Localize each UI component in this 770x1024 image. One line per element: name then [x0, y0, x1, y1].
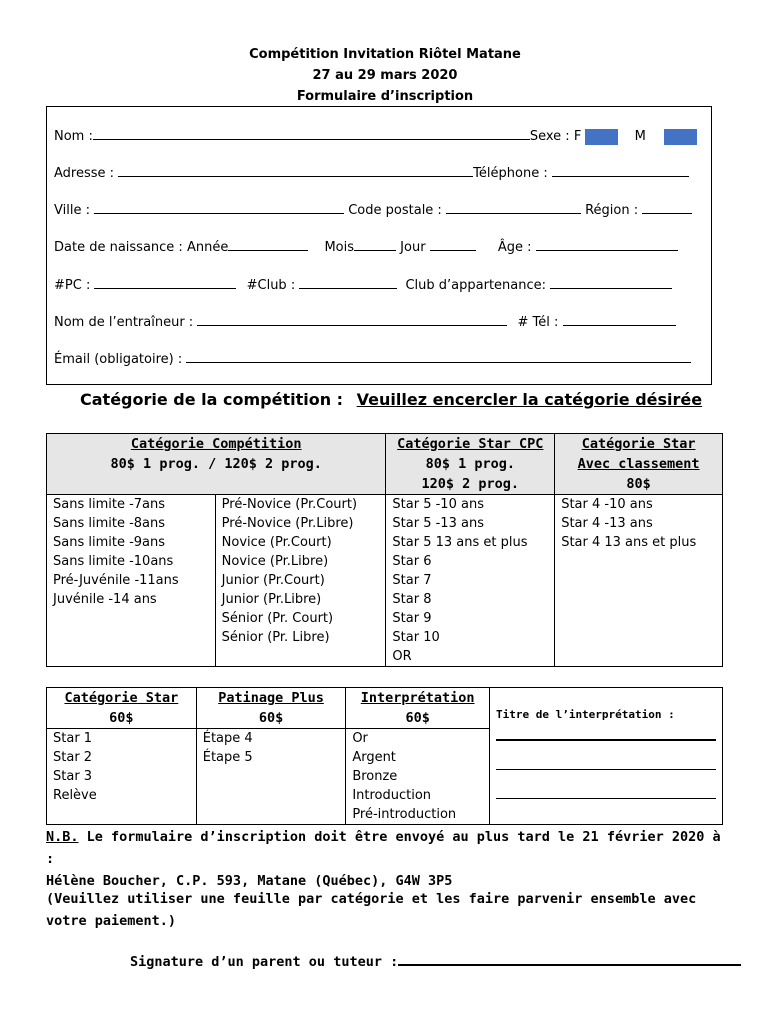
category-option[interactable]: Sénior (Pr. Libre): [221, 630, 330, 645]
category-option[interactable]: Juvénile -14 ans: [53, 592, 157, 607]
star-price: 60$: [109, 710, 134, 726]
row-club: [54, 276, 672, 293]
sexe-m-checkbox[interactable]: [664, 129, 697, 145]
sexe-f-checkbox[interactable]: [585, 129, 618, 145]
club-label: #Club :: [246, 278, 296, 293]
category-option[interactable]: Sans limite -9ans: [53, 535, 166, 550]
category-option[interactable]: Bronze: [352, 769, 398, 784]
pc-label: #PC :: [54, 278, 91, 293]
email-field[interactable]: [186, 350, 691, 363]
club-appartenance-field[interactable]: [550, 276, 672, 289]
titre-interpretation-label: Titre de l’interprétation :: [495, 708, 675, 721]
interpretation-header: [346, 688, 490, 729]
category-option[interactable]: Pré-Novice (Pr.Libre): [221, 516, 354, 531]
col-star-classement: [555, 495, 723, 667]
signature-label: Signature d’un parent ou tuteur :: [130, 954, 399, 970]
category-option[interactable]: Junior (Pr.Libre): [221, 592, 322, 607]
mois-label: Mois: [324, 240, 355, 255]
mailing-address: Hélène Boucher, C.P. 593, Matane (Québec), G4W 3P5: [46, 873, 453, 889]
col-star-cpc: [386, 495, 555, 667]
star-cpc-header: [386, 434, 555, 495]
col-competition-b: [215, 495, 386, 667]
category-option[interactable]: Star 7: [392, 573, 432, 588]
category-option[interactable]: Pré-Juvénile -11ans: [53, 573, 179, 588]
category-option[interactable]: Étape 4: [202, 731, 253, 746]
row-naissance: [54, 238, 678, 255]
region-label: Région :: [585, 203, 639, 218]
ville-field[interactable]: [94, 201, 344, 214]
code-postal-label: Code postale :: [348, 203, 442, 218]
category-instruction: Veuillez encercler la catégorie désirée: [356, 390, 703, 409]
star-classement-title1: Catégorie Star: [581, 436, 696, 452]
category-option[interactable]: Star 3: [53, 769, 93, 784]
region-field[interactable]: [642, 201, 692, 214]
star-classement-price: 80$: [626, 476, 651, 492]
category-option[interactable]: Sénior (Pr. Court): [221, 611, 334, 626]
form-title: Compétition Invitation Riôtel Matane: [249, 47, 521, 62]
star-classement-header: [555, 434, 723, 495]
star-cpc-price1: 80$ 1 prog.: [425, 456, 515, 472]
col-star: [47, 729, 197, 825]
mois-field[interactable]: [354, 238, 396, 251]
category-option[interactable]: Introduction: [352, 788, 432, 803]
category-option[interactable]: Novice (Pr.Court): [221, 535, 332, 550]
category-option[interactable]: Star 9: [392, 611, 432, 626]
interpretation-price: 60$: [405, 710, 430, 726]
competition-price: 80$ 1 prog. / 120$ 2 prog.: [110, 456, 322, 472]
category-option[interactable]: Star 5 -10 ans: [392, 497, 484, 512]
category-option[interactable]: Star 4 -13 ans: [561, 516, 653, 531]
jour-field[interactable]: [430, 238, 476, 251]
jour-label: Jour: [400, 240, 426, 255]
star-cpc-title: Catégorie Star CPC: [397, 436, 544, 452]
age-field[interactable]: [536, 238, 678, 251]
signature-field[interactable]: [398, 950, 741, 966]
annee-field[interactable]: [228, 238, 308, 251]
category-option[interactable]: Star 5 -13 ans: [392, 516, 484, 531]
interpretation-title: Interprétation: [360, 690, 475, 706]
row-email: [54, 350, 691, 367]
titre-line-1[interactable]: [496, 739, 716, 741]
category-section-title: [80, 390, 702, 409]
category-option[interactable]: Novice (Pr.Libre): [221, 554, 329, 569]
event-dates: 27 au 29 mars 2020: [312, 68, 458, 83]
competition-category-table: [46, 433, 723, 667]
nb-label: N.B.: [46, 829, 79, 845]
star-interpretation-table: [46, 687, 723, 825]
nb-text: Le formulaire d’inscription doit être envoyé au plus tard le 21 février 2020 à :: [46, 829, 721, 867]
titre-interpretation-cell: [489, 688, 722, 825]
category-option[interactable]: Argent: [352, 750, 396, 765]
star-cpc-price2: 120$ 2 prog.: [421, 476, 520, 492]
nom-label: Nom :: [54, 129, 93, 144]
sexe-m-label: M: [634, 129, 646, 144]
adresse-field[interactable]: [118, 164, 473, 177]
category-option[interactable]: OR: [392, 649, 412, 664]
tel-field[interactable]: [563, 313, 676, 326]
star-title: Catégorie Star: [64, 690, 179, 706]
category-header-row: [47, 434, 723, 495]
nb-note: [46, 826, 736, 892]
patinage-title: Patinage Plus: [218, 690, 324, 706]
category-option[interactable]: Star 4 13 ans et plus: [561, 535, 697, 550]
row-entraineur: [54, 313, 676, 330]
category-option[interactable]: Star 10: [392, 630, 440, 645]
telephone-field[interactable]: [552, 164, 689, 177]
category-option[interactable]: Star 1: [53, 731, 93, 746]
category-option[interactable]: Sans limite -7ans: [53, 497, 166, 512]
col-patinage: [196, 729, 346, 825]
signature-row: [130, 950, 741, 973]
star-classement-title2: Avec classement: [577, 456, 700, 472]
category-option[interactable]: Star 4 -10 ans: [561, 497, 653, 512]
instructions-note: (Veuillez utiliser une feuille par catégorie et les faire parvenir ensemble avec votre paiement.): [46, 891, 697, 929]
titre-line-3[interactable]: [496, 798, 716, 799]
category-option[interactable]: Star 5 13 ans et plus: [392, 535, 528, 550]
nom-field[interactable]: [93, 127, 530, 140]
age-label: Âge :: [497, 240, 532, 255]
club-appartenance-label: Club d’appartenance:: [405, 278, 547, 293]
category-option[interactable]: Sans limite -8ans: [53, 516, 166, 531]
telephone-label: Téléphone :: [473, 166, 548, 181]
star-header: [47, 688, 197, 729]
entraineur-field[interactable]: [197, 313, 507, 326]
sexe-label: Sexe : F: [529, 129, 582, 144]
category-option[interactable]: Pré-Novice (Pr.Court): [221, 497, 358, 512]
category-option[interactable]: Junior (Pr.Court): [221, 573, 325, 588]
category-option[interactable]: Or: [352, 731, 368, 746]
star-header-row: [47, 688, 723, 729]
annee-label: Date de naissance : Année: [54, 240, 229, 255]
pc-field[interactable]: [94, 276, 236, 289]
row-adresse: [54, 164, 689, 181]
patinage-header: [196, 688, 346, 729]
adresse-label: Adresse :: [54, 166, 115, 181]
titre-line-2[interactable]: [496, 769, 716, 770]
col-competition-a: [47, 495, 216, 667]
category-items-row: [47, 495, 723, 667]
category-option[interactable]: Étape 5: [202, 750, 253, 765]
ville-label: Ville :: [54, 203, 90, 218]
email-label: Émail (obligatoire) :: [54, 352, 183, 367]
col-interpretation: [346, 729, 490, 825]
patinage-price: 60$: [258, 710, 284, 726]
competition-title: Catégorie Compétition: [130, 436, 302, 452]
club-field[interactable]: [299, 276, 397, 289]
form-subtitle: Formulaire d’inscription: [296, 89, 474, 104]
competition-header: [47, 434, 386, 495]
category-option[interactable]: Sans limite -10ans: [53, 554, 174, 569]
code-postal-field[interactable]: [446, 201, 581, 214]
entraineur-label: Nom de l’entraîneur :: [54, 315, 194, 330]
category-option[interactable]: Star 6: [392, 554, 432, 569]
category-option[interactable]: Star 8: [392, 592, 432, 607]
row-ville: [54, 201, 692, 218]
row-nom: [54, 127, 697, 145]
category-option[interactable]: Pré-introduction: [352, 807, 457, 822]
category-title-label: Catégorie de la compétition :: [80, 390, 344, 409]
category-option[interactable]: Star 2: [53, 750, 93, 765]
tel-label: # Tél :: [517, 315, 559, 330]
category-option[interactable]: Relève: [53, 788, 97, 803]
